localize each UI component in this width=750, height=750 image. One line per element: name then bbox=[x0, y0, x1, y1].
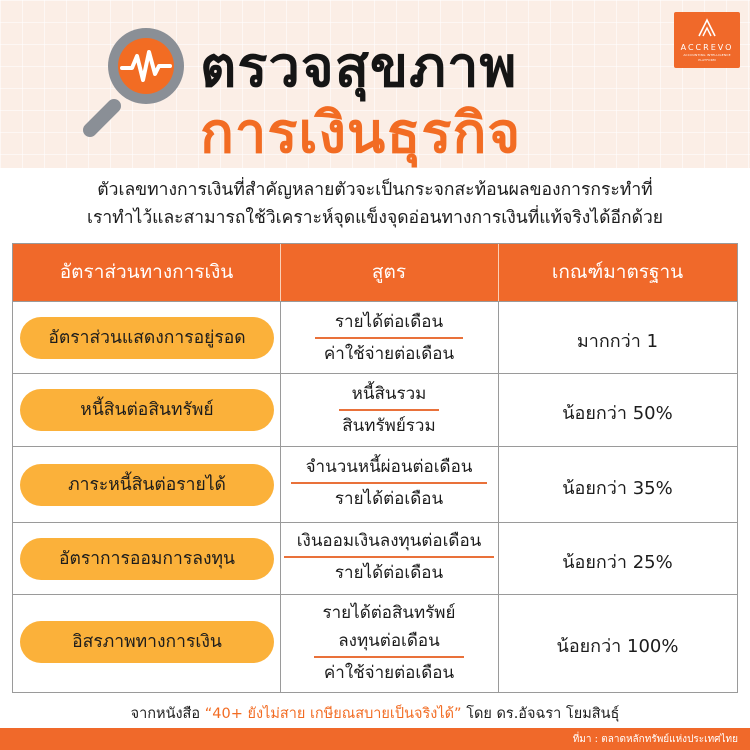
page-title-line1: ตรวจสุขภาพ bbox=[200, 35, 518, 100]
formula bbox=[280, 599, 498, 687]
table-row bbox=[13, 373, 737, 446]
fraction-bar bbox=[284, 556, 494, 558]
benchmark: น้อยกว่า 35% bbox=[562, 478, 673, 499]
logo-name: ACCREVO bbox=[680, 43, 734, 52]
logo-tagline: ACCOUNTING INTELLIGENCE PLATFORM bbox=[683, 53, 731, 62]
formula bbox=[280, 527, 498, 587]
formula-numerator: รายได้ต่อสินทรัพย์ bbox=[322, 603, 456, 623]
ratio-pill: อิสรภาพทางการเงิน bbox=[20, 621, 274, 663]
intro-line-2: เราทำไว้และสามารถใช้วิเคราะห์จุดแข็งจุดอ่อนทางการเงินที่แท้จริงได้อีกด้วย bbox=[86, 208, 664, 228]
ratio-pill: หนี้สินต่อสินทรัพย์ bbox=[20, 389, 274, 431]
header-ratio: อัตราส่วนทางการเงิน bbox=[59, 261, 234, 283]
formula-denominator: ค่าใช้จ่ายต่อเดือน bbox=[323, 662, 455, 683]
ratio-table bbox=[12, 243, 738, 693]
table-header bbox=[13, 244, 737, 301]
table-row bbox=[13, 301, 737, 373]
source-prefix: จากหนังสือ bbox=[130, 706, 201, 722]
benchmark: มากกว่า 1 bbox=[576, 331, 659, 352]
header-formula: สูตร bbox=[371, 261, 407, 283]
intro-line-1: ตัวเลขทางการเงินที่สำคัญหลายตัวจะเป็นกระจกสะท้อนผลของการกระทำที่ bbox=[97, 180, 653, 200]
table-row bbox=[13, 446, 737, 522]
formula bbox=[280, 380, 498, 440]
header-benchmark: เกณฑ์มาตรฐาน bbox=[551, 261, 684, 283]
fraction-bar bbox=[339, 409, 439, 411]
formula-denominator: รายได้ต่อเดือน bbox=[334, 562, 444, 583]
benchmark: น้อยกว่า 100% bbox=[556, 636, 679, 657]
ratio-pill: อัตราการออมการลงทุน bbox=[20, 538, 274, 580]
ratio-pill: อัตราส่วนแสดงการอยู่รอด bbox=[20, 317, 274, 359]
formula-numerator: รายได้ต่อเดือน bbox=[334, 312, 444, 332]
brand-logo bbox=[674, 12, 740, 68]
source-citation bbox=[0, 702, 750, 725]
footer-source: ที่มา : ตลาดหลักทรัพย์แห่งประเทศไทย bbox=[572, 734, 738, 745]
source-author: โดย ดร.อัจฉรา โยมสินธุ์ bbox=[466, 706, 620, 722]
formula bbox=[280, 453, 498, 513]
magnifier-pulse-icon bbox=[80, 20, 200, 140]
fraction-bar bbox=[314, 656, 464, 658]
formula bbox=[280, 308, 498, 368]
formula-numerator: หนี้สินรวม bbox=[351, 384, 427, 404]
page-title-line2: การเงินธุรกิจ bbox=[200, 101, 522, 166]
ratio-pill: ภาระหนี้สินต่อรายได้ bbox=[20, 464, 274, 506]
formula-numerator: ลงทุนต่อเดือน bbox=[338, 631, 440, 651]
benchmark: น้อยกว่า 50% bbox=[562, 403, 673, 424]
formula-numerator: จำนวนหนี้ผ่อนต่อเดือน bbox=[305, 457, 473, 477]
formula-denominator: ค่าใช้จ่ายต่อเดือน bbox=[323, 343, 455, 364]
fraction-bar bbox=[315, 337, 463, 339]
table-row bbox=[13, 522, 737, 594]
formula-numerator: เงินออมเงินลงทุนต่อเดือน bbox=[296, 531, 482, 551]
benchmark: น้อยกว่า 25% bbox=[562, 552, 673, 573]
logo-mark-icon bbox=[696, 17, 718, 39]
fraction-bar bbox=[291, 482, 487, 484]
footer-bar bbox=[0, 728, 750, 750]
formula-denominator: สินทรัพย์รวม bbox=[342, 415, 436, 436]
formula-denominator: รายได้ต่อเดือน bbox=[334, 488, 444, 509]
intro-paragraph bbox=[0, 176, 750, 232]
table-row bbox=[13, 594, 737, 692]
source-book-title: “40+ ยังไม่สาย เกษียณสบายเป็นจริงได้” bbox=[204, 706, 462, 722]
